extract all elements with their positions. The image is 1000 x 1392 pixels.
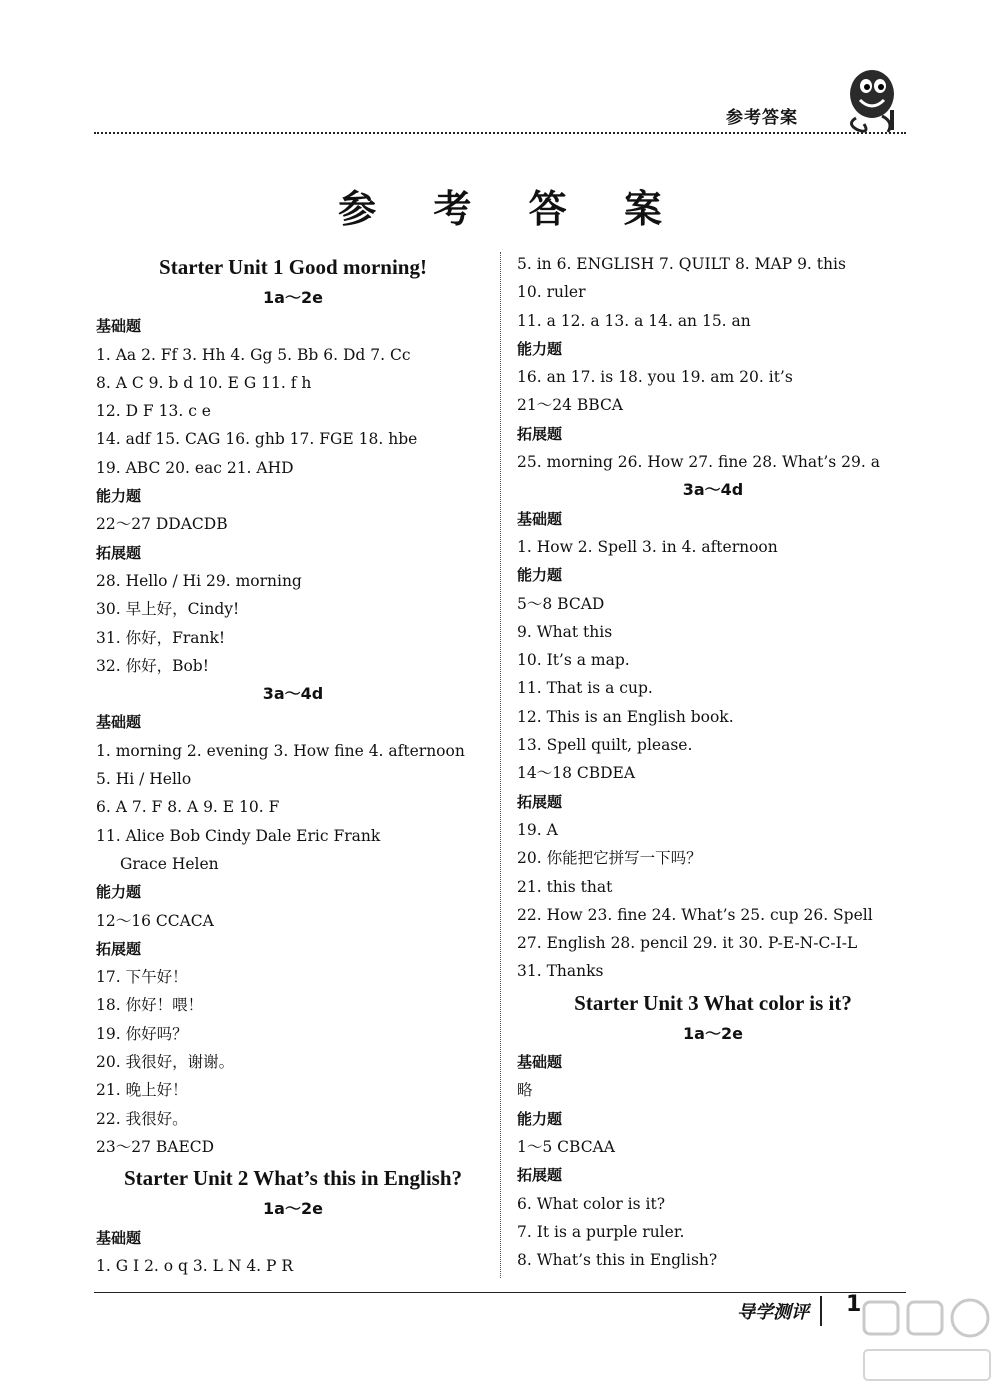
answer-line: Grace Helen	[120, 854, 219, 873]
watermark-logo	[858, 1296, 996, 1388]
question-type-label: 能力题	[517, 566, 563, 585]
question-type-label: 能力题	[517, 339, 563, 358]
answer-line: 30. 早上好，Cindy!	[96, 600, 240, 619]
answer-line: 6. What color is it?	[517, 1194, 665, 1213]
answer-line: 25. morning 26. How 27. fine 28. What’s 29. a	[517, 453, 880, 472]
answer-line: 1. How 2. Spell 3. in 4. afternoon	[517, 537, 778, 556]
question-type-label: 基础题	[96, 713, 142, 732]
answer-line: 1. Aa 2. Ff 3. Hh 4. Gg 5. Bb 6. Dd 7. Cc	[96, 345, 411, 364]
answer-line: 28. Hello / Hi 29. morning	[96, 571, 302, 590]
question-type-label: 拓展题	[517, 1166, 563, 1185]
footer-separator	[820, 1296, 822, 1326]
answer-line: 18. 你好！喂！	[96, 996, 204, 1015]
answer-line: 20. 你能把它拼写一下吗？	[517, 849, 702, 868]
answer-line: 27. English 28. pencil 29. it 30. P-E-N-C-I-L	[517, 934, 858, 953]
question-type-label: 能力题	[96, 487, 142, 506]
answer-line: 1. G I 2. o q 3. L N 4. P R	[96, 1256, 294, 1275]
section-range: 1a～2e	[263, 288, 323, 307]
answer-line: 10. ruler	[517, 283, 586, 302]
left-column	[96, 250, 490, 1280]
answer-line: 19. ABC 20. eac 21. AHD	[96, 458, 294, 477]
page-number: 1	[846, 1292, 862, 1317]
section-range: 3a～4d	[262, 684, 324, 704]
mascot-icon	[836, 64, 906, 136]
answer-line: 14. adf 15. CAG 16. ghb 17. FGE 18. hbe	[96, 430, 418, 449]
unit-heading: Starter Unit 2 What’s this in English?	[124, 1166, 462, 1191]
question-type-label: 基础题	[96, 317, 142, 336]
answer-line: 11. a 12. a 13. a 14. an 15. an	[517, 311, 751, 330]
answer-line: 9. What this	[517, 622, 613, 641]
answer-line: 5. in 6. ENGLISH 7. QUILT 8. MAP 9. this	[517, 255, 846, 273]
answer-line: 19. 你好吗？	[96, 1024, 188, 1043]
question-type-label: 拓展题	[517, 424, 563, 443]
column-divider	[500, 252, 501, 1278]
question-type-label: 能力题	[517, 1109, 563, 1128]
section-range: 1a～2e	[683, 1023, 743, 1043]
question-type-label: 拓展题	[96, 939, 142, 958]
answer-line: 22. 我很好。	[96, 1109, 188, 1128]
section-range: 3a～4d	[682, 480, 744, 500]
question-type-label: 拓展题	[96, 543, 142, 562]
right-column	[517, 250, 909, 1274]
unit-heading: Starter Unit 3 What color is it?	[574, 990, 852, 1015]
question-type-label: 基础题	[517, 509, 563, 528]
answer-line: 22～27 DDACDB	[96, 515, 228, 534]
answer-line: 6. A 7. F 8. A 9. E 10. F	[96, 798, 280, 817]
answer-line: 11. That is a cup.	[517, 679, 653, 698]
answer-line: 16. an 17. is 18. you 19. am 20. it’s	[517, 368, 793, 387]
answer-line: 5～8 BCAD	[517, 594, 605, 613]
footer-divider	[94, 1292, 906, 1293]
answer-line: 14～18 CBDEA	[517, 764, 636, 783]
answer-line: 31. 你好，Frank!	[96, 628, 226, 647]
answer-line: 13. Spell quilt, please.	[517, 736, 693, 755]
footer-brand: 导学测评	[737, 1302, 809, 1323]
answer-line: 8. A C 9. b d 10. E G 11. f h	[96, 373, 312, 392]
answer-line: 17. 下午好！	[96, 968, 188, 987]
answer-line: 22. How 23. fine 24. What’s 25. cup 26. Spell	[517, 905, 873, 924]
answer-line: 23～27 BAECD	[96, 1137, 215, 1156]
answer-line: 7. It is a purple ruler.	[517, 1222, 685, 1241]
answer-line: 21. this that	[517, 877, 613, 896]
answer-line: 31. Thanks	[517, 962, 604, 981]
answer-line: 10. It’s a map.	[517, 651, 630, 670]
answer-line: 8. What’s this in English?	[517, 1251, 718, 1270]
unit-heading: Starter Unit 1 Good morning!	[159, 255, 427, 279]
section-range: 1a～2e	[263, 1199, 323, 1219]
answer-line: 5. Hi / Hello	[96, 770, 192, 789]
answer-line: 12. D F 13. c e	[96, 402, 211, 421]
answer-line: 12～16 CCACA	[96, 911, 214, 930]
question-type-label: 基础题	[96, 1228, 142, 1247]
answer-line: 1～5 CBCAA	[517, 1137, 615, 1156]
answer-line: 21～24 BBCA	[517, 396, 623, 415]
answer-line: 略	[517, 1081, 533, 1100]
answer-line: 19. A	[517, 820, 558, 839]
answer-line: 11. Alice Bob Cindy Dale Eric Frank	[96, 826, 381, 845]
question-type-label: 基础题	[517, 1053, 563, 1072]
answer-line: 21. 晚上好！	[96, 1081, 188, 1100]
answer-line: 12. This is an English book.	[517, 707, 734, 726]
answer-line: 20. 我很好，谢谢。	[96, 1053, 235, 1072]
question-type-label: 能力题	[96, 883, 142, 902]
question-type-label: 拓展题	[517, 792, 563, 811]
header-divider	[94, 132, 906, 134]
answer-line: 32. 你好，Bob!	[96, 656, 209, 675]
header-label: 参考答案	[726, 108, 798, 128]
page-title: 参 考 答 案	[338, 186, 684, 231]
answer-line: 1. morning 2. evening 3. How fine 4. afternoon	[96, 741, 465, 760]
